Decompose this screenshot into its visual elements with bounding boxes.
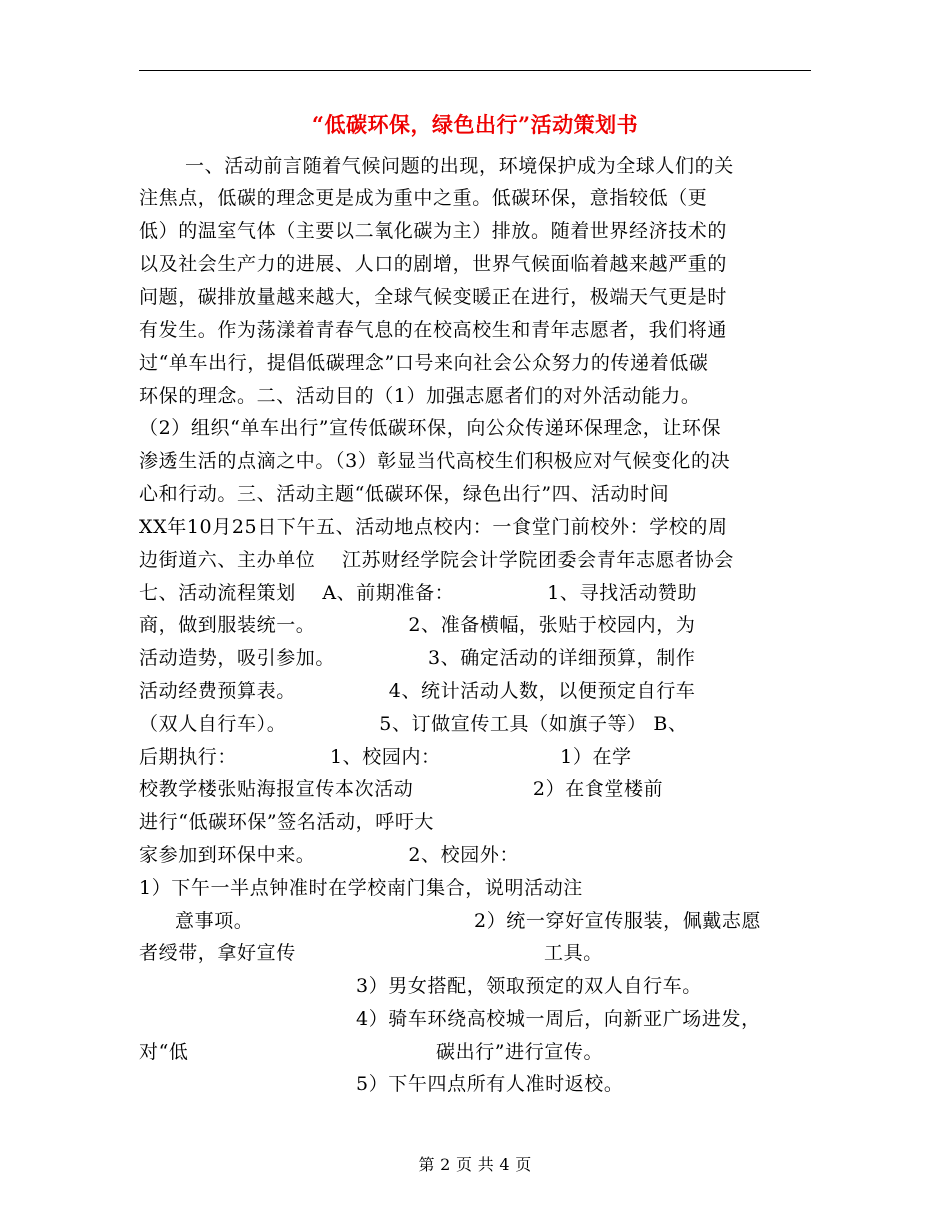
body-line: 心和行动。三、活动主题“低碳环保，绿色出行”四、活动时间 [139, 483, 670, 505]
body-line: 5）下午四点所有人准时返校。 [356, 1073, 624, 1095]
body-line: 意事项。 [175, 910, 254, 932]
body-line: XX年10月25日下午五、活动地点校内：一食堂门前校外：学校的周 [139, 516, 728, 538]
body-line: 4）骑车环绕高校城一周后，向新亚广场进发， [356, 1008, 761, 1030]
body-line: 2）统一穿好宣传服装，佩戴志愿 [474, 910, 762, 932]
body-line: 注焦点，低碳的理念更是成为重中之重。低碳环保，意指较低（更 [139, 187, 708, 209]
body-line: 渗透生活的点滴之中。（3）彰显当代高校生们积极应对气候变化的决 [139, 450, 731, 472]
body-line: 一、活动前言随着气候问题的出现，环境保护成为全球人们的关 [185, 155, 734, 177]
body-line: 校教学楼张贴海报宣传本次活动 2）在食堂楼前 [139, 778, 664, 800]
body-line: 七、活动流程策划 A、前期准备： 1、寻找活动赞助 [139, 582, 698, 604]
body-line: 工具。 [544, 942, 603, 964]
body-line: 环保的理念。二、活动目的（1）加强志愿者们的对外活动能力。 [139, 385, 701, 407]
body-line: 者绶带，拿好宣传 [139, 942, 296, 964]
body-line: 商，做到服装统一。 2、准备横幅，张贴于校园内，为 [139, 614, 696, 636]
body-line: 碳出行”进行宣传。 [436, 1041, 604, 1063]
body-line: （双人自行车）。 5、订做宣传工具（如旗子等） B、 [139, 713, 688, 735]
body-line: 进行“低碳环保”签名活动，呼吁大 [139, 811, 435, 833]
body-line: 活动经费预算表。 4、统计活动人数，以便预定自行车 [139, 680, 696, 702]
header-rule [139, 70, 811, 71]
body-line: 1）下午一半点钟准时在学校南门集合，说明活动注 [139, 877, 583, 899]
body-line: 低）的温室气体（主要以二氧化碳为主）排放。随着世界经济技术的 [139, 220, 728, 242]
document-title: “低碳环保，绿色出行”活动策划书 [311, 112, 639, 137]
body-line: 3）男女搭配，领取预定的双人自行车。 [356, 975, 702, 997]
body-line: 有发生。作为荡漾着青春气息的在校高校生和青年志愿者，我们将通 [139, 319, 728, 341]
body-line: 家参加到环保中来。 2、校园外： [139, 844, 520, 866]
body-line: 对“低 [139, 1041, 189, 1063]
body-line: （2）组织“单车出行”宣传低碳环保，向公众传递环保理念，让环保 [139, 417, 722, 439]
body-line: 边街道六、主办单位 江苏财经学院会计学院团委会青年志愿者协会 [139, 549, 734, 571]
page-number: 第 2 页 共 4 页 [418, 1155, 532, 1174]
body-line: 问题，碳排放量越来越大，全球气候变暖正在进行，极端天气更是时 [139, 286, 728, 308]
body-line: 活动造势，吸引参加。 3、确定活动的详细预算，制作 [139, 647, 696, 669]
body-line: 后期执行： 1、校园内： 1）在学 [139, 746, 632, 768]
body-line: 过“单车出行，提倡低碳理念”口号来向社会公众努力的传递着低碳 [139, 352, 709, 374]
body-line: 以及社会生产力的进展、人口的剧增，世界气候面临着越来越严重的 [139, 253, 728, 275]
